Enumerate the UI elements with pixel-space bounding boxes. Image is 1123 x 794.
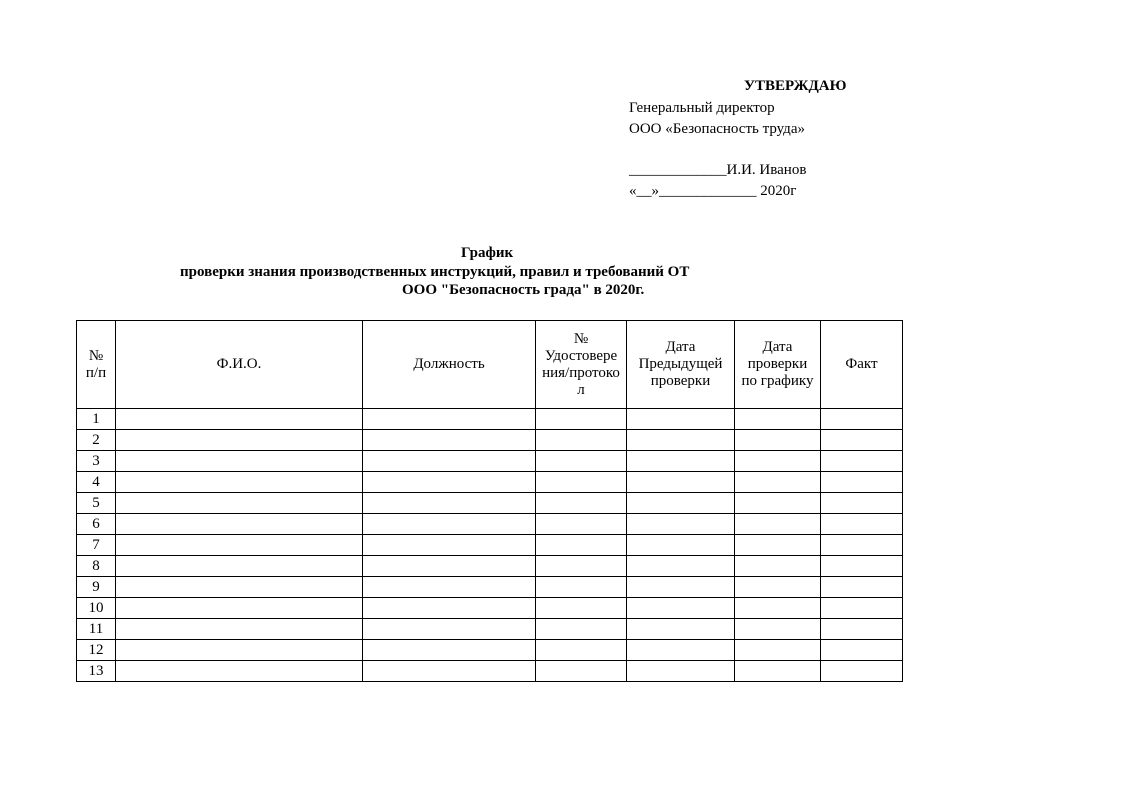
table-row [77, 535, 903, 556]
cell-position[interactable] [363, 598, 536, 619]
row-number: 13 [77, 661, 116, 682]
table-row [77, 451, 903, 472]
table-row [77, 619, 903, 640]
row-number: 5 [77, 493, 116, 514]
cell-certificate[interactable] [536, 451, 627, 472]
table-body [77, 409, 903, 682]
cell-fio[interactable] [116, 514, 363, 535]
cell-scheduled-check[interactable] [735, 661, 821, 682]
table-row [77, 640, 903, 661]
cell-previous-check[interactable] [627, 619, 735, 640]
cell-scheduled-check[interactable] [735, 472, 821, 493]
row-number: 7 [77, 535, 116, 556]
cell-previous-check[interactable] [627, 409, 735, 430]
table-row [77, 493, 903, 514]
cell-previous-check[interactable] [627, 493, 735, 514]
cell-fact[interactable] [821, 598, 903, 619]
cell-certificate[interactable] [536, 640, 627, 661]
cell-scheduled-check[interactable] [735, 556, 821, 577]
cell-fio[interactable] [116, 598, 363, 619]
cell-position[interactable] [363, 472, 536, 493]
cell-scheduled-check[interactable] [735, 409, 821, 430]
cell-certificate[interactable] [536, 472, 627, 493]
table-row [77, 430, 903, 451]
approval-signature: _____________И.И. Иванов [629, 162, 807, 178]
table-row [77, 577, 903, 598]
cell-fio[interactable] [116, 430, 363, 451]
header-previous-check [627, 321, 735, 409]
cell-fact[interactable] [821, 451, 903, 472]
cell-fio[interactable] [116, 556, 363, 577]
header-certificate-line-4: л [577, 381, 585, 398]
cell-fact[interactable] [821, 577, 903, 598]
header-scheduled-line-1: Дата [762, 339, 793, 355]
cell-fact[interactable] [821, 619, 903, 640]
cell-position[interactable] [363, 535, 536, 556]
approval-company: ООО «Безопасность труда» [629, 121, 805, 137]
header-certificate-line-1: № [573, 330, 589, 347]
cell-position[interactable] [363, 577, 536, 598]
cell-fact[interactable] [821, 661, 903, 682]
table-row [77, 598, 903, 619]
cell-scheduled-check[interactable] [735, 493, 821, 514]
header-previous-line-1: Дата [665, 339, 696, 355]
cell-fact[interactable] [821, 409, 903, 430]
cell-position[interactable] [363, 556, 536, 577]
cell-position[interactable] [363, 640, 536, 661]
schedule-table [76, 320, 903, 682]
table-row [77, 409, 903, 430]
cell-previous-check[interactable] [627, 451, 735, 472]
cell-previous-check[interactable] [627, 535, 735, 556]
cell-scheduled-check[interactable] [735, 535, 821, 556]
cell-certificate[interactable] [536, 409, 627, 430]
header-fact: Факт [821, 321, 903, 409]
cell-fio[interactable] [116, 472, 363, 493]
header-previous-line-2: Предыдущей [638, 356, 723, 372]
cell-position[interactable] [363, 619, 536, 640]
approval-spacer [629, 140, 929, 160]
row-number: 4 [77, 472, 116, 493]
header-certificate-line-2: Удостовере [544, 347, 618, 364]
cell-certificate[interactable] [536, 430, 627, 451]
cell-scheduled-check[interactable] [735, 514, 821, 535]
row-number: 10 [77, 598, 116, 619]
cell-fact[interactable] [821, 430, 903, 451]
cell-previous-check[interactable] [627, 472, 735, 493]
row-number: 11 [77, 619, 116, 640]
cell-certificate[interactable] [536, 535, 627, 556]
header-position: Должность [363, 321, 536, 409]
row-number: 12 [77, 640, 116, 661]
cell-fio[interactable] [116, 640, 363, 661]
cell-position[interactable] [363, 409, 536, 430]
cell-previous-check[interactable] [627, 514, 735, 535]
title-line-3: ООО "Безопасность града" в 2020г. [402, 282, 645, 298]
cell-fact[interactable] [821, 514, 903, 535]
cell-fact[interactable] [821, 493, 903, 514]
header-certificate-line-3: ния/протоко [542, 364, 620, 381]
table-header-row [77, 321, 903, 409]
cell-scheduled-check[interactable] [735, 598, 821, 619]
cell-fio[interactable] [116, 409, 363, 430]
cell-certificate[interactable] [536, 556, 627, 577]
cell-previous-check[interactable] [627, 661, 735, 682]
title-line-1: График [461, 245, 514, 261]
cell-previous-check[interactable] [627, 556, 735, 577]
cell-fio[interactable] [116, 535, 363, 556]
header-number-line-2: п/п [85, 364, 107, 381]
cell-previous-check[interactable] [627, 577, 735, 598]
cell-position[interactable] [363, 661, 536, 682]
header-certificate [536, 321, 627, 409]
cell-previous-check[interactable] [627, 598, 735, 619]
header-scheduled-line-3: по графику [741, 373, 814, 389]
cell-previous-check[interactable] [627, 640, 735, 661]
header-number-line-1: № [88, 347, 104, 364]
cell-position[interactable] [363, 493, 536, 514]
cell-certificate[interactable] [536, 661, 627, 682]
cell-scheduled-check[interactable] [735, 640, 821, 661]
cell-scheduled-check[interactable] [735, 619, 821, 640]
table-row [77, 661, 903, 682]
cell-position[interactable] [363, 514, 536, 535]
header-scheduled-check [735, 321, 821, 409]
row-number: 9 [77, 577, 116, 598]
cell-fio[interactable] [116, 661, 363, 682]
table-row [77, 472, 903, 493]
row-number: 6 [77, 514, 116, 535]
cell-previous-check[interactable] [627, 430, 735, 451]
table-row [77, 514, 903, 535]
cell-fact[interactable] [821, 556, 903, 577]
row-number: 1 [77, 409, 116, 430]
header-number [77, 321, 116, 409]
cell-certificate[interactable] [536, 514, 627, 535]
cell-certificate[interactable] [536, 577, 627, 598]
cell-scheduled-check[interactable] [735, 577, 821, 598]
cell-fio[interactable] [116, 619, 363, 640]
cell-fact[interactable] [821, 535, 903, 556]
cell-position[interactable] [363, 451, 536, 472]
row-number: 8 [77, 556, 116, 577]
header-fio: Ф.И.О. [116, 321, 363, 409]
cell-fio[interactable] [116, 451, 363, 472]
cell-fact[interactable] [821, 640, 903, 661]
approval-date: «__»_____________ 2020г [629, 183, 797, 199]
approval-block [629, 76, 929, 202]
cell-certificate[interactable] [536, 619, 627, 640]
header-scheduled-line-2: проверки [747, 356, 808, 372]
row-number: 2 [77, 430, 116, 451]
row-number: 3 [77, 451, 116, 472]
approval-position: Генеральный директор [629, 100, 775, 116]
table-row [77, 556, 903, 577]
approval-title: УТВЕРЖДАЮ [744, 78, 847, 94]
cell-certificate[interactable] [536, 598, 627, 619]
cell-fact[interactable] [821, 472, 903, 493]
cell-position[interactable] [363, 430, 536, 451]
cell-scheduled-check[interactable] [735, 451, 821, 472]
cell-fio[interactable] [116, 493, 363, 514]
cell-certificate[interactable] [536, 493, 627, 514]
header-previous-line-3: проверки [650, 373, 711, 389]
cell-scheduled-check[interactable] [735, 430, 821, 451]
title-line-2: проверки знания производственных инструкций, правил и требований ОТ [180, 264, 690, 280]
cell-fio[interactable] [116, 577, 363, 598]
